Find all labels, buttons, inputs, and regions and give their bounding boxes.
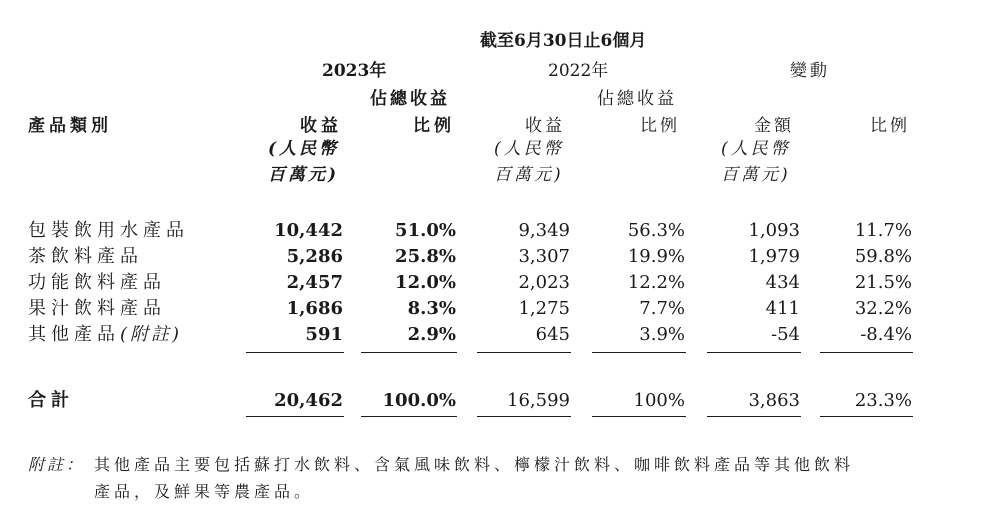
subtotal-rule [246, 352, 344, 353]
total-pct-2022: 100% [633, 390, 685, 411]
subtotal-rule [820, 352, 913, 353]
total-rule [592, 416, 686, 417]
revenue-2022-header: 收益 [525, 116, 565, 136]
subtotal-rule [592, 352, 686, 353]
unit-2022-line2: 百萬元) [494, 165, 564, 185]
row-category: 功能飲料產品 [28, 272, 166, 293]
row-chg-pct: -8.4% [860, 324, 912, 345]
row-pct-2022: 12.2% [627, 272, 685, 293]
row-rev-2022: 9,349 [518, 220, 570, 241]
change-heading: 變動 [790, 61, 830, 81]
row-rev-2022: 2,023 [518, 272, 570, 293]
period-heading: 截至6月30日止6個月 [480, 31, 647, 51]
revenue-2023-header: 收益 [300, 116, 342, 136]
row-chg-pct: 32.2% [854, 298, 912, 319]
row-chg-amount: 1,979 [748, 246, 800, 267]
row-pct-2022: 3.9% [639, 324, 685, 345]
footnote-line1: 其他產品主要包括蘇打水飲料、含氣風味飲料、檸檬汁飲料、咖啡飲料產品等其他飲料 [94, 455, 855, 474]
row-rev-2023: 1,686 [286, 298, 343, 319]
row-rev-2022: 1,275 [518, 298, 570, 319]
pct-2023-header: 比例 [413, 116, 455, 136]
row-pct-2022: 56.3% [627, 220, 685, 241]
unit-change-line2: 百萬元) [721, 165, 791, 185]
row-rev-2023: 591 [305, 324, 343, 345]
year-2023-heading: 2023年 [322, 61, 387, 81]
row-rev-2023: 10,442 [274, 220, 343, 241]
unit-change-line1: (人民幣 [721, 139, 791, 159]
row-pct-2023: 12.0% [395, 272, 456, 293]
footnote-label: 附註： [28, 455, 86, 474]
footnote-line2: 產品，及鮮果等農產品。 [94, 482, 315, 501]
total-rev-2023: 20,462 [274, 390, 343, 411]
pct-2022-header: 比例 [640, 116, 680, 136]
subtotal-rule [361, 352, 457, 353]
row-category: 茶飲料產品 [28, 246, 143, 267]
subtotal-rule [707, 352, 801, 353]
row-pct-2023: 2.9% [407, 324, 456, 345]
unit-2023-line1: (人民幣 [268, 139, 340, 159]
total-rule [707, 416, 801, 417]
total-rule [361, 416, 457, 417]
row-pct-2023: 25.8% [395, 246, 456, 267]
total-rule [477, 416, 571, 417]
category-column-header: 產品類別 [28, 116, 112, 136]
total-pct-2023: 100.0% [382, 390, 456, 411]
row-category [28, 324, 182, 346]
row-rev-2023: 2,457 [286, 272, 343, 293]
year-2022-heading: 2022年 [548, 61, 609, 81]
row-chg-pct: 21.5% [854, 272, 912, 293]
unit-2022-line1: (人民幣 [494, 139, 564, 159]
total-label: 合計 [28, 390, 74, 411]
unit-2023-line2: 百萬元) [268, 165, 340, 185]
row-pct-2022: 19.9% [627, 246, 685, 267]
row-pct-2023: 8.3% [407, 298, 456, 319]
row-rev-2022: 3,307 [518, 246, 570, 267]
row-chg-pct: 11.7% [854, 220, 912, 241]
pct-revenue-2023-line1: 佔總收益 [370, 89, 450, 109]
subtotal-rule [477, 352, 571, 353]
row-pct-2022: 7.7% [639, 298, 685, 319]
total-rev-2022: 16,599 [507, 390, 570, 411]
total-rule [246, 416, 344, 417]
row-rev-2023: 5,286 [286, 246, 343, 267]
total-chg-amount: 3,863 [748, 390, 800, 411]
row-chg-amount: 411 [765, 298, 800, 319]
row-category: 果汁飲料產品 [28, 298, 166, 319]
row-chg-amount: 1,093 [748, 220, 800, 241]
change-amount-header: 金額 [754, 116, 794, 136]
row-pct-2023: 51.0% [395, 220, 456, 241]
row-category: 包裝飲用水產品 [28, 220, 189, 241]
change-pct-header: 比例 [870, 116, 910, 136]
row-category-name: 其他產品 [28, 324, 120, 345]
row-rev-2022: 645 [535, 324, 570, 345]
row-chg-pct: 59.8% [854, 246, 912, 267]
pct-revenue-2022-line1: 佔總收益 [597, 89, 677, 109]
total-rule [820, 416, 913, 417]
row-category-note-ref: (附註) [120, 324, 183, 345]
total-chg-pct: 23.3% [854, 390, 912, 411]
row-chg-amount: 434 [765, 272, 800, 293]
row-chg-amount: -54 [771, 324, 800, 345]
